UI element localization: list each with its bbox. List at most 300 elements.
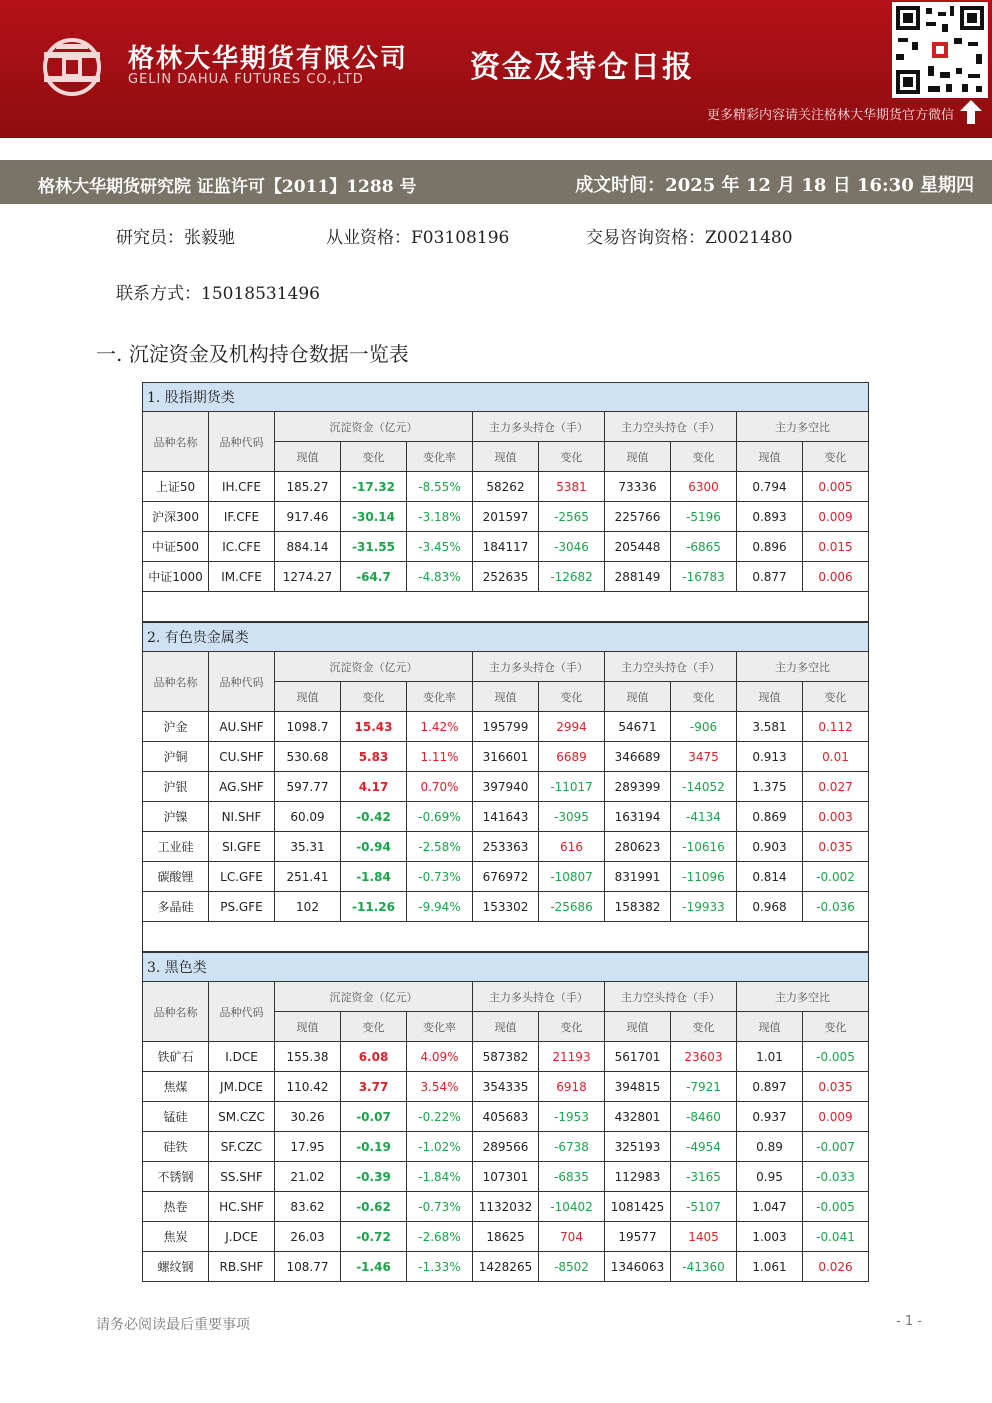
table-cell: 5381 — [539, 472, 605, 502]
header-fund: 沉淀资金（亿元） — [275, 652, 473, 682]
header-long: 主力多头持仓（手） — [473, 652, 605, 682]
table-row — [143, 862, 869, 892]
header-code: 品种代码 — [209, 412, 275, 472]
table-cell: -1.02% — [407, 1132, 473, 1162]
table-cell: SM.CZC — [209, 1102, 275, 1132]
subheader-cell: 现值 — [473, 442, 539, 472]
table-cell: 3475 — [671, 742, 737, 772]
up-arrow-icon — [960, 100, 982, 124]
table-cell: 0.903 — [737, 832, 803, 862]
table-cell: 0.896 — [737, 532, 803, 562]
table-cell: -41360 — [671, 1252, 737, 1282]
table-cell: 0.70% — [407, 772, 473, 802]
table-cell: 6.08 — [341, 1042, 407, 1072]
table-cell: 0.006 — [803, 562, 869, 592]
table-cell: 1132032 — [473, 1192, 539, 1222]
table-row — [143, 562, 869, 592]
table-cell: 184117 — [473, 532, 539, 562]
table-cell: -17.32 — [341, 472, 407, 502]
header-ratio: 主力多空比 — [737, 982, 869, 1012]
table-cell: 焦煤 — [143, 1072, 209, 1102]
table-cell: 155.38 — [275, 1042, 341, 1072]
company-name-en: GELIN DAHUA FUTURES CO.,LTD — [128, 72, 364, 87]
table-cell: -11096 — [671, 862, 737, 892]
table-cell: -3095 — [539, 802, 605, 832]
table-cell: SI.GFE — [209, 832, 275, 862]
report-title: 资金及持仓日报 — [470, 50, 694, 85]
page-number: - 1 - — [896, 1314, 922, 1329]
table-cell: 83.62 — [275, 1192, 341, 1222]
table-cell: 0.009 — [803, 1102, 869, 1132]
table-cell: 252635 — [473, 562, 539, 592]
table-cell: -9.94% — [407, 892, 473, 922]
table-cell: 58262 — [473, 472, 539, 502]
table-cell: 432801 — [605, 1102, 671, 1132]
subheader-cell: 变化率 — [407, 442, 473, 472]
table-cell: 21.02 — [275, 1162, 341, 1192]
table-cell: 1098.7 — [275, 712, 341, 742]
table-cell: -906 — [671, 712, 737, 742]
table-spacer-row — [143, 592, 869, 622]
table-cell: 831991 — [605, 862, 671, 892]
table-cell: -0.39 — [341, 1162, 407, 1192]
consult-qualification: 交易咨询资格：Z0021480 — [586, 228, 793, 248]
table-row — [143, 1222, 869, 1252]
table-cell: 280623 — [605, 832, 671, 862]
table-cell: 141643 — [473, 802, 539, 832]
header-name: 品种名称 — [143, 652, 209, 712]
table-cell: 110.42 — [275, 1072, 341, 1102]
table-row — [143, 712, 869, 742]
table-cell: -12682 — [539, 562, 605, 592]
subheader-cell: 变化 — [803, 442, 869, 472]
table-cell: -0.007 — [803, 1132, 869, 1162]
table-cell: 587382 — [473, 1042, 539, 1072]
institute-license: 格林大华期货研究院 证监许可【2011】1288 号 — [38, 177, 417, 197]
table-cell: 沪深300 — [143, 502, 209, 532]
table-cell: 焦炭 — [143, 1222, 209, 1252]
table-cell: 530.68 — [275, 742, 341, 772]
subheader-cell: 变化 — [671, 682, 737, 712]
table-cell: IM.CFE — [209, 562, 275, 592]
table-cell: 多晶硅 — [143, 892, 209, 922]
table-row — [143, 1042, 869, 1072]
table-category-title: 1. 股指期货类 — [143, 383, 869, 412]
table-cell: 1346063 — [605, 1252, 671, 1282]
table-cell: 1.061 — [737, 1252, 803, 1282]
table-cell: 1.003 — [737, 1222, 803, 1252]
table-cell: -10616 — [671, 832, 737, 862]
table-cell: 5.83 — [341, 742, 407, 772]
table-cell: 0.89 — [737, 1132, 803, 1162]
table-cell: 251.41 — [275, 862, 341, 892]
table-cell: 0.913 — [737, 742, 803, 772]
table-cell: 0.015 — [803, 532, 869, 562]
header-long: 主力多头持仓（手） — [473, 412, 605, 442]
table-cell: -0.19 — [341, 1132, 407, 1162]
table-cell: -3165 — [671, 1162, 737, 1192]
table-cell: -0.005 — [803, 1042, 869, 1072]
table-cell: -16783 — [671, 562, 737, 592]
table-cell: 碳酸锂 — [143, 862, 209, 892]
table-cell: JM.DCE — [209, 1072, 275, 1102]
header-short: 主力空头持仓（手） — [605, 652, 737, 682]
table-cell: HC.SHF — [209, 1192, 275, 1222]
subheader-cell: 变化 — [341, 442, 407, 472]
data-table — [142, 622, 869, 952]
table-row — [143, 1252, 869, 1282]
table-cell: 73336 — [605, 472, 671, 502]
table-cell: 704 — [539, 1222, 605, 1252]
subheader-cell: 现值 — [473, 682, 539, 712]
table-cell: 0.893 — [737, 502, 803, 532]
table-cell: 0.005 — [803, 472, 869, 502]
table-cell: -0.036 — [803, 892, 869, 922]
header-ratio: 主力多空比 — [737, 412, 869, 442]
table-cell: 4.09% — [407, 1042, 473, 1072]
table-cell: SS.SHF — [209, 1162, 275, 1192]
table-cell: 163194 — [605, 802, 671, 832]
table-cell: 405683 — [473, 1102, 539, 1132]
table-row — [143, 502, 869, 532]
table-cell: 1274.27 — [275, 562, 341, 592]
table-cell: 346689 — [605, 742, 671, 772]
table-cell: 0.01 — [803, 742, 869, 772]
table-cell: -14052 — [671, 772, 737, 802]
table-row — [143, 832, 869, 862]
table-cell: -1953 — [539, 1102, 605, 1132]
table-cell: -25686 — [539, 892, 605, 922]
table-cell: 676972 — [473, 862, 539, 892]
subheader-cell: 变化率 — [407, 682, 473, 712]
table-cell: 354335 — [473, 1072, 539, 1102]
table-cell: 0.897 — [737, 1072, 803, 1102]
table-cell: RB.SHF — [209, 1252, 275, 1282]
table-cell: -8502 — [539, 1252, 605, 1282]
table-cell: -4134 — [671, 802, 737, 832]
table-cell: 253363 — [473, 832, 539, 862]
table-cell: -1.84 — [341, 862, 407, 892]
table-cell: 沪铜 — [143, 742, 209, 772]
table-spacer-row — [143, 922, 869, 952]
header-name: 品种名称 — [143, 412, 209, 472]
table-cell: 0.027 — [803, 772, 869, 802]
table-cell: IC.CFE — [209, 532, 275, 562]
data-table — [142, 382, 869, 622]
table-cell: 26.03 — [275, 1222, 341, 1252]
table-cell: 3.54% — [407, 1072, 473, 1102]
table-row — [143, 892, 869, 922]
table-cell: 0.112 — [803, 712, 869, 742]
subheader-cell: 现值 — [605, 1012, 671, 1042]
table-cell: -10807 — [539, 862, 605, 892]
table-cell: 0.003 — [803, 802, 869, 832]
subheader-cell: 现值 — [737, 442, 803, 472]
table-header-row — [143, 652, 869, 682]
subheader-cell: 变化 — [803, 682, 869, 712]
table-cell: NI.SHF — [209, 802, 275, 832]
table-cell: 热卷 — [143, 1192, 209, 1222]
follow-wechat-text: 更多精彩内容请关注格林大华期货官方微信 — [706, 108, 954, 123]
table-cell: -19933 — [671, 892, 737, 922]
table-cell: 沪金 — [143, 712, 209, 742]
table-cell: 6918 — [539, 1072, 605, 1102]
header-code: 品种代码 — [209, 652, 275, 712]
table-cell: -6835 — [539, 1162, 605, 1192]
table-cell: 1428265 — [473, 1252, 539, 1282]
table-cell: 4.17 — [341, 772, 407, 802]
table-cell: 289399 — [605, 772, 671, 802]
subheader-cell: 变化 — [539, 682, 605, 712]
table-cell: 394815 — [605, 1072, 671, 1102]
table-cell: 0.814 — [737, 862, 803, 892]
report-datetime: 成文时间：2025 年 12 月 18 日 16:30 星期四 — [575, 175, 974, 196]
table-cell: 0.95 — [737, 1162, 803, 1192]
table-cell: 153302 — [473, 892, 539, 922]
table-cell: -5107 — [671, 1192, 737, 1222]
table-category-title: 3. 黑色类 — [143, 953, 869, 982]
table-cell: -7921 — [671, 1072, 737, 1102]
table-cell: 316601 — [473, 742, 539, 772]
table-cell: AG.SHF — [209, 772, 275, 802]
table-cell: -3.45% — [407, 532, 473, 562]
table-cell: 112983 — [605, 1162, 671, 1192]
table-cell: -6865 — [671, 532, 737, 562]
table-cell: 3.581 — [737, 712, 803, 742]
table-cell: 195799 — [473, 712, 539, 742]
table-cell: 225766 — [605, 502, 671, 532]
table-cell: -3046 — [539, 532, 605, 562]
table-cell: -11.26 — [341, 892, 407, 922]
subheader-cell: 现值 — [737, 1012, 803, 1042]
table-cell: -2565 — [539, 502, 605, 532]
table-cell: 107301 — [473, 1162, 539, 1192]
table-cell: -2.58% — [407, 832, 473, 862]
table-header-row — [143, 982, 869, 1012]
data-table — [142, 952, 869, 1282]
table-row — [143, 472, 869, 502]
table-cell: -1.33% — [407, 1252, 473, 1282]
table-cell: J.DCE — [209, 1222, 275, 1252]
table-cell: 15.43 — [341, 712, 407, 742]
table-cell: -1.84% — [407, 1162, 473, 1192]
subheader-cell: 现值 — [275, 682, 341, 712]
table-cell: -1.46 — [341, 1252, 407, 1282]
table-cell: CU.SHF — [209, 742, 275, 772]
table-cell: 289566 — [473, 1132, 539, 1162]
table-cell: 884.14 — [275, 532, 341, 562]
subheader-cell: 变化 — [803, 1012, 869, 1042]
table-cell: -8.55% — [407, 472, 473, 502]
table-cell: 0.035 — [803, 832, 869, 862]
subheader-cell: 变化 — [671, 1012, 737, 1042]
table-cell: SF.CZC — [209, 1132, 275, 1162]
table-cell: 325193 — [605, 1132, 671, 1162]
table-cell: 30.26 — [275, 1102, 341, 1132]
table-cell: 0.794 — [737, 472, 803, 502]
table-header-row — [143, 412, 869, 442]
table-cell: 917.46 — [275, 502, 341, 532]
table-cell: -5196 — [671, 502, 737, 532]
subheader-cell: 现值 — [275, 1012, 341, 1042]
table-cell: 185.27 — [275, 472, 341, 502]
table-cell: -64.7 — [341, 562, 407, 592]
qr-code-icon — [892, 2, 988, 98]
table-cell: 0.937 — [737, 1102, 803, 1132]
footer-notice: 请务必阅读最后重要事项 — [96, 1317, 250, 1333]
qualification: 从业资格：F03108196 — [326, 228, 510, 248]
table-cell: IF.CFE — [209, 502, 275, 532]
table-cell: 288149 — [605, 562, 671, 592]
table-cell: -4.83% — [407, 562, 473, 592]
table-category-row — [143, 623, 869, 652]
table-cell: -3.18% — [407, 502, 473, 532]
researcher: 研究员：张毅驰 — [116, 228, 235, 248]
table-row — [143, 532, 869, 562]
table-cell: 201597 — [473, 502, 539, 532]
table-cell: -0.69% — [407, 802, 473, 832]
table-category-row — [143, 383, 869, 412]
table-cell: 205448 — [605, 532, 671, 562]
table-cell: 3.77 — [341, 1072, 407, 1102]
table-row — [143, 772, 869, 802]
company-name-cn: 格林大华期货有限公司 — [128, 44, 409, 74]
table-cell: 6689 — [539, 742, 605, 772]
table-row — [143, 1102, 869, 1132]
header-short: 主力空头持仓（手） — [605, 982, 737, 1012]
table-cell: -2.68% — [407, 1222, 473, 1252]
table-cell: -0.07 — [341, 1102, 407, 1132]
table-cell: -0.73% — [407, 1192, 473, 1222]
table-cell: -0.42 — [341, 802, 407, 832]
contact: 联系方式：15018531496 — [116, 284, 320, 304]
table-cell: 561701 — [605, 1042, 671, 1072]
table-cell: 上证50 — [143, 472, 209, 502]
table-cell: 硅铁 — [143, 1132, 209, 1162]
table-category-row — [143, 953, 869, 982]
table-cell: -31.55 — [341, 532, 407, 562]
table-cell: 35.31 — [275, 832, 341, 862]
table-cell: 0.968 — [737, 892, 803, 922]
subheader-cell: 变化 — [539, 442, 605, 472]
header-fund: 沉淀资金（亿元） — [275, 412, 473, 442]
table-cell: 锰硅 — [143, 1102, 209, 1132]
table-cell: -8460 — [671, 1102, 737, 1132]
company-logo-icon — [38, 38, 106, 96]
table-cell: 工业硅 — [143, 832, 209, 862]
header-ratio: 主力多空比 — [737, 652, 869, 682]
table-row — [143, 742, 869, 772]
table-cell: 102 — [275, 892, 341, 922]
table-cell: 597.77 — [275, 772, 341, 802]
table-cell: PS.GFE — [209, 892, 275, 922]
table-cell: 17.95 — [275, 1132, 341, 1162]
table-cell: -6738 — [539, 1132, 605, 1162]
table-cell: 0.877 — [737, 562, 803, 592]
table-cell: 0.869 — [737, 802, 803, 832]
header-short: 主力空头持仓（手） — [605, 412, 737, 442]
table-cell: 沪镍 — [143, 802, 209, 832]
table-cell: -11017 — [539, 772, 605, 802]
table-cell: I.DCE — [209, 1042, 275, 1072]
subheader-cell: 变化 — [539, 1012, 605, 1042]
subheader-cell: 现值 — [473, 1012, 539, 1042]
table-cell: 108.77 — [275, 1252, 341, 1282]
table-cell: 1.42% — [407, 712, 473, 742]
table-cell: 1.375 — [737, 772, 803, 802]
table-cell: 60.09 — [275, 802, 341, 832]
table-cell: 中证1000 — [143, 562, 209, 592]
table-cell: -0.62 — [341, 1192, 407, 1222]
table-cell: LC.GFE — [209, 862, 275, 892]
subheader-cell: 现值 — [605, 442, 671, 472]
header-long: 主力多头持仓（手） — [473, 982, 605, 1012]
table-cell: -0.72 — [341, 1222, 407, 1252]
table-cell: -0.94 — [341, 832, 407, 862]
table-cell: 0.009 — [803, 502, 869, 532]
table-cell: 1.047 — [737, 1192, 803, 1222]
table-cell: 2994 — [539, 712, 605, 742]
table-cell: 6300 — [671, 472, 737, 502]
table-cell: 不锈钢 — [143, 1162, 209, 1192]
subheader-cell: 现值 — [605, 682, 671, 712]
section-title: 一. 沉淀资金及机构持仓数据一览表 — [96, 342, 409, 366]
subheader-cell: 变化率 — [407, 1012, 473, 1042]
table-cell: 0.035 — [803, 1072, 869, 1102]
table-cell: 54671 — [605, 712, 671, 742]
table-cell: 1.11% — [407, 742, 473, 772]
table-row — [143, 1162, 869, 1192]
table-cell: 沪银 — [143, 772, 209, 802]
subheader-cell: 变化 — [341, 682, 407, 712]
table-row — [143, 802, 869, 832]
subheader-cell: 变化 — [341, 1012, 407, 1042]
info-bar — [0, 160, 992, 204]
table-cell: 1.01 — [737, 1042, 803, 1072]
table-cell: 616 — [539, 832, 605, 862]
table-cell: 1081425 — [605, 1192, 671, 1222]
table-cell: -0.22% — [407, 1102, 473, 1132]
table-cell: IH.CFE — [209, 472, 275, 502]
subheader-cell: 现值 — [275, 442, 341, 472]
table-cell: -0.033 — [803, 1162, 869, 1192]
table-cell: -0.005 — [803, 1192, 869, 1222]
table-cell: -30.14 — [341, 502, 407, 532]
table-row — [143, 1072, 869, 1102]
table-cell: -0.002 — [803, 862, 869, 892]
table-row — [143, 1192, 869, 1222]
table-row — [143, 1132, 869, 1162]
table-cell: 21193 — [539, 1042, 605, 1072]
table-cell: 397940 — [473, 772, 539, 802]
header-name: 品种名称 — [143, 982, 209, 1042]
table-cell: -0.041 — [803, 1222, 869, 1252]
table-cell: 158382 — [605, 892, 671, 922]
table-cell: 23603 — [671, 1042, 737, 1072]
table-cell: AU.SHF — [209, 712, 275, 742]
subheader-cell: 现值 — [737, 682, 803, 712]
table-cell: 1405 — [671, 1222, 737, 1252]
table-cell: -4954 — [671, 1132, 737, 1162]
table-cell: 19577 — [605, 1222, 671, 1252]
header-fund: 沉淀资金（亿元） — [275, 982, 473, 1012]
report-header — [0, 0, 992, 138]
table-cell: -0.73% — [407, 862, 473, 892]
header-code: 品种代码 — [209, 982, 275, 1042]
table-cell: 0.026 — [803, 1252, 869, 1282]
table-cell: 螺纹钢 — [143, 1252, 209, 1282]
subheader-cell: 变化 — [671, 442, 737, 472]
